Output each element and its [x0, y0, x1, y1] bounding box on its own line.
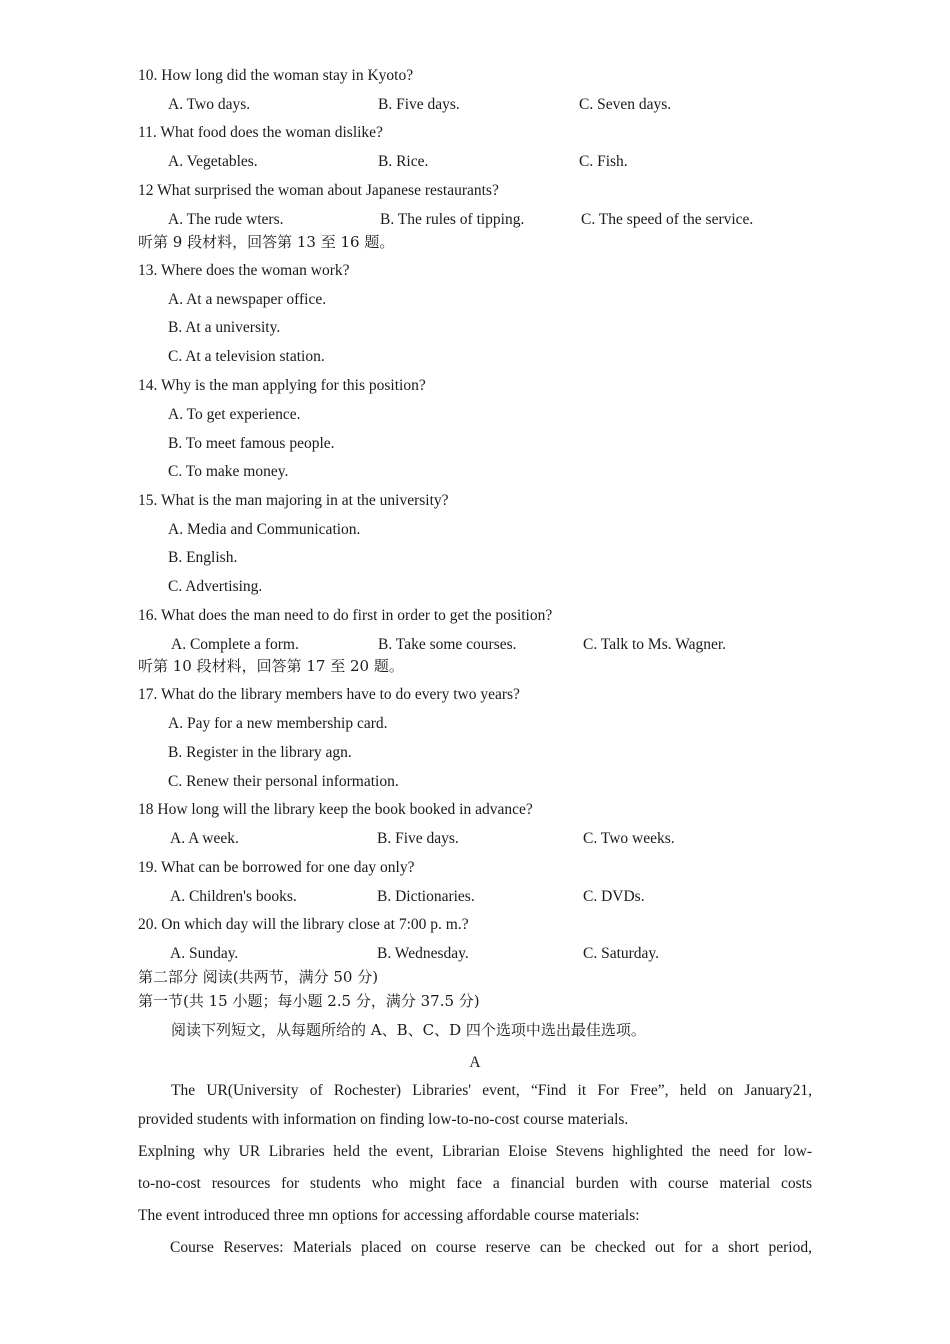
- option-c: C. At a television station.: [168, 348, 325, 365]
- option-c: C. Renew their personal information.: [168, 773, 399, 790]
- option-a: A. To get experience.: [168, 406, 301, 423]
- option-c: C. Saturday.: [583, 945, 660, 962]
- section-instruction: 听第 9 段材料，回答第 13 至 16 题。: [138, 233, 395, 251]
- option-a: A. A week.: [170, 830, 239, 847]
- option-b: B. English.: [168, 549, 238, 566]
- question-stem: 11. What food does the woman dislike?: [138, 124, 383, 141]
- question-stem: 17. What do the library members have to do every two years?: [138, 686, 520, 703]
- option-b: B. Dictionaries.: [377, 888, 475, 905]
- option-a: A. At a newspaper office.: [168, 291, 327, 308]
- passage-line: The UR(University of Rochester) Libraries' event, “Find it For Free”, held on January21,: [171, 1082, 812, 1099]
- option-b: B. The rules of tipping.: [380, 211, 525, 228]
- option-a: A. Complete a form.: [171, 636, 299, 653]
- option-b: B. Register in the library agn.: [168, 744, 352, 761]
- option-b: B. At a university.: [168, 319, 281, 336]
- question-stem: 13. Where does the woman work?: [138, 262, 350, 279]
- passage-label: A: [469, 1054, 481, 1071]
- option-a: A. The rude wters.: [168, 211, 284, 228]
- option-a: A. Vegetables.: [168, 153, 258, 170]
- passage-line: provided students with information on finding low-to-no-cost course materials.: [138, 1111, 629, 1128]
- reading-instruction: 阅读下列短文，从每题所给的 A、B、C、D 四个选项中选出最佳选项。: [171, 1021, 646, 1039]
- option-c: C. Fish.: [579, 153, 628, 170]
- option-c: C. The speed of the service.: [581, 211, 754, 228]
- question-stem: 10. How long did the woman stay in Kyoto?: [138, 67, 414, 84]
- option-a: A. Children's books.: [170, 888, 297, 905]
- option-a: A. Two days.: [168, 96, 251, 113]
- passage-line: to-no-cost resources for students who might face a financial burden with course material costs: [138, 1175, 812, 1192]
- option-b: B. Take some courses.: [378, 636, 517, 653]
- option-c: C. Two weeks.: [583, 830, 675, 847]
- option-c: C. DVDs.: [583, 888, 645, 905]
- question-stem: 19. What can be borrowed for one day only?: [138, 859, 415, 876]
- option-c: C. To make money.: [168, 463, 289, 480]
- option-c: C. Advertising.: [168, 578, 263, 595]
- section-instruction: 听第 10 段材料，回答第 17 至 20 题。: [138, 657, 404, 675]
- option-c: C. Talk to Ms. Wagner.: [583, 636, 727, 653]
- option-a: A. Sunday.: [170, 945, 239, 962]
- question-stem: 16. What does the man need to do first in order to get the position?: [138, 607, 553, 624]
- option-b: B. Rice.: [378, 153, 429, 170]
- passage-line: Course Reserves: Materials placed on course reserve can be checked out for a short period,: [170, 1239, 812, 1256]
- option-b: B. Five days.: [377, 830, 459, 847]
- option-c: C. Seven days.: [579, 96, 672, 113]
- question-stem: 20. On which day will the library close at 7:00 p. m.?: [138, 916, 469, 933]
- passage-line: The event introduced three mn options for accessing affordable course materials:: [138, 1207, 640, 1224]
- passage-line: Explning why UR Libraries held the event, Librarian Eloise Stevens highlighted the need for low-: [138, 1143, 812, 1160]
- option-b: B. Five days.: [378, 96, 460, 113]
- part-heading: 第二部分 阅读(共两节，满分 50 分): [138, 968, 379, 986]
- option-a: A. Media and Communication.: [168, 521, 361, 538]
- question-stem: 14. Why is the man applying for this position?: [138, 377, 426, 394]
- option-b: B. Wednesday.: [377, 945, 469, 962]
- question-stem: 12 What surprised the woman about Japanese restaurants?: [138, 182, 499, 199]
- option-b: B. To meet famous people.: [168, 435, 335, 452]
- option-a: A. Pay for a new membership card.: [168, 715, 388, 732]
- question-stem: 18 How long will the library keep the book booked in advance?: [138, 801, 533, 818]
- question-stem: 15. What is the man majoring in at the university?: [138, 492, 449, 509]
- section-heading: 第一节(共 15 小题；每小题 2.5 分，满分 37.5 分): [138, 992, 480, 1010]
